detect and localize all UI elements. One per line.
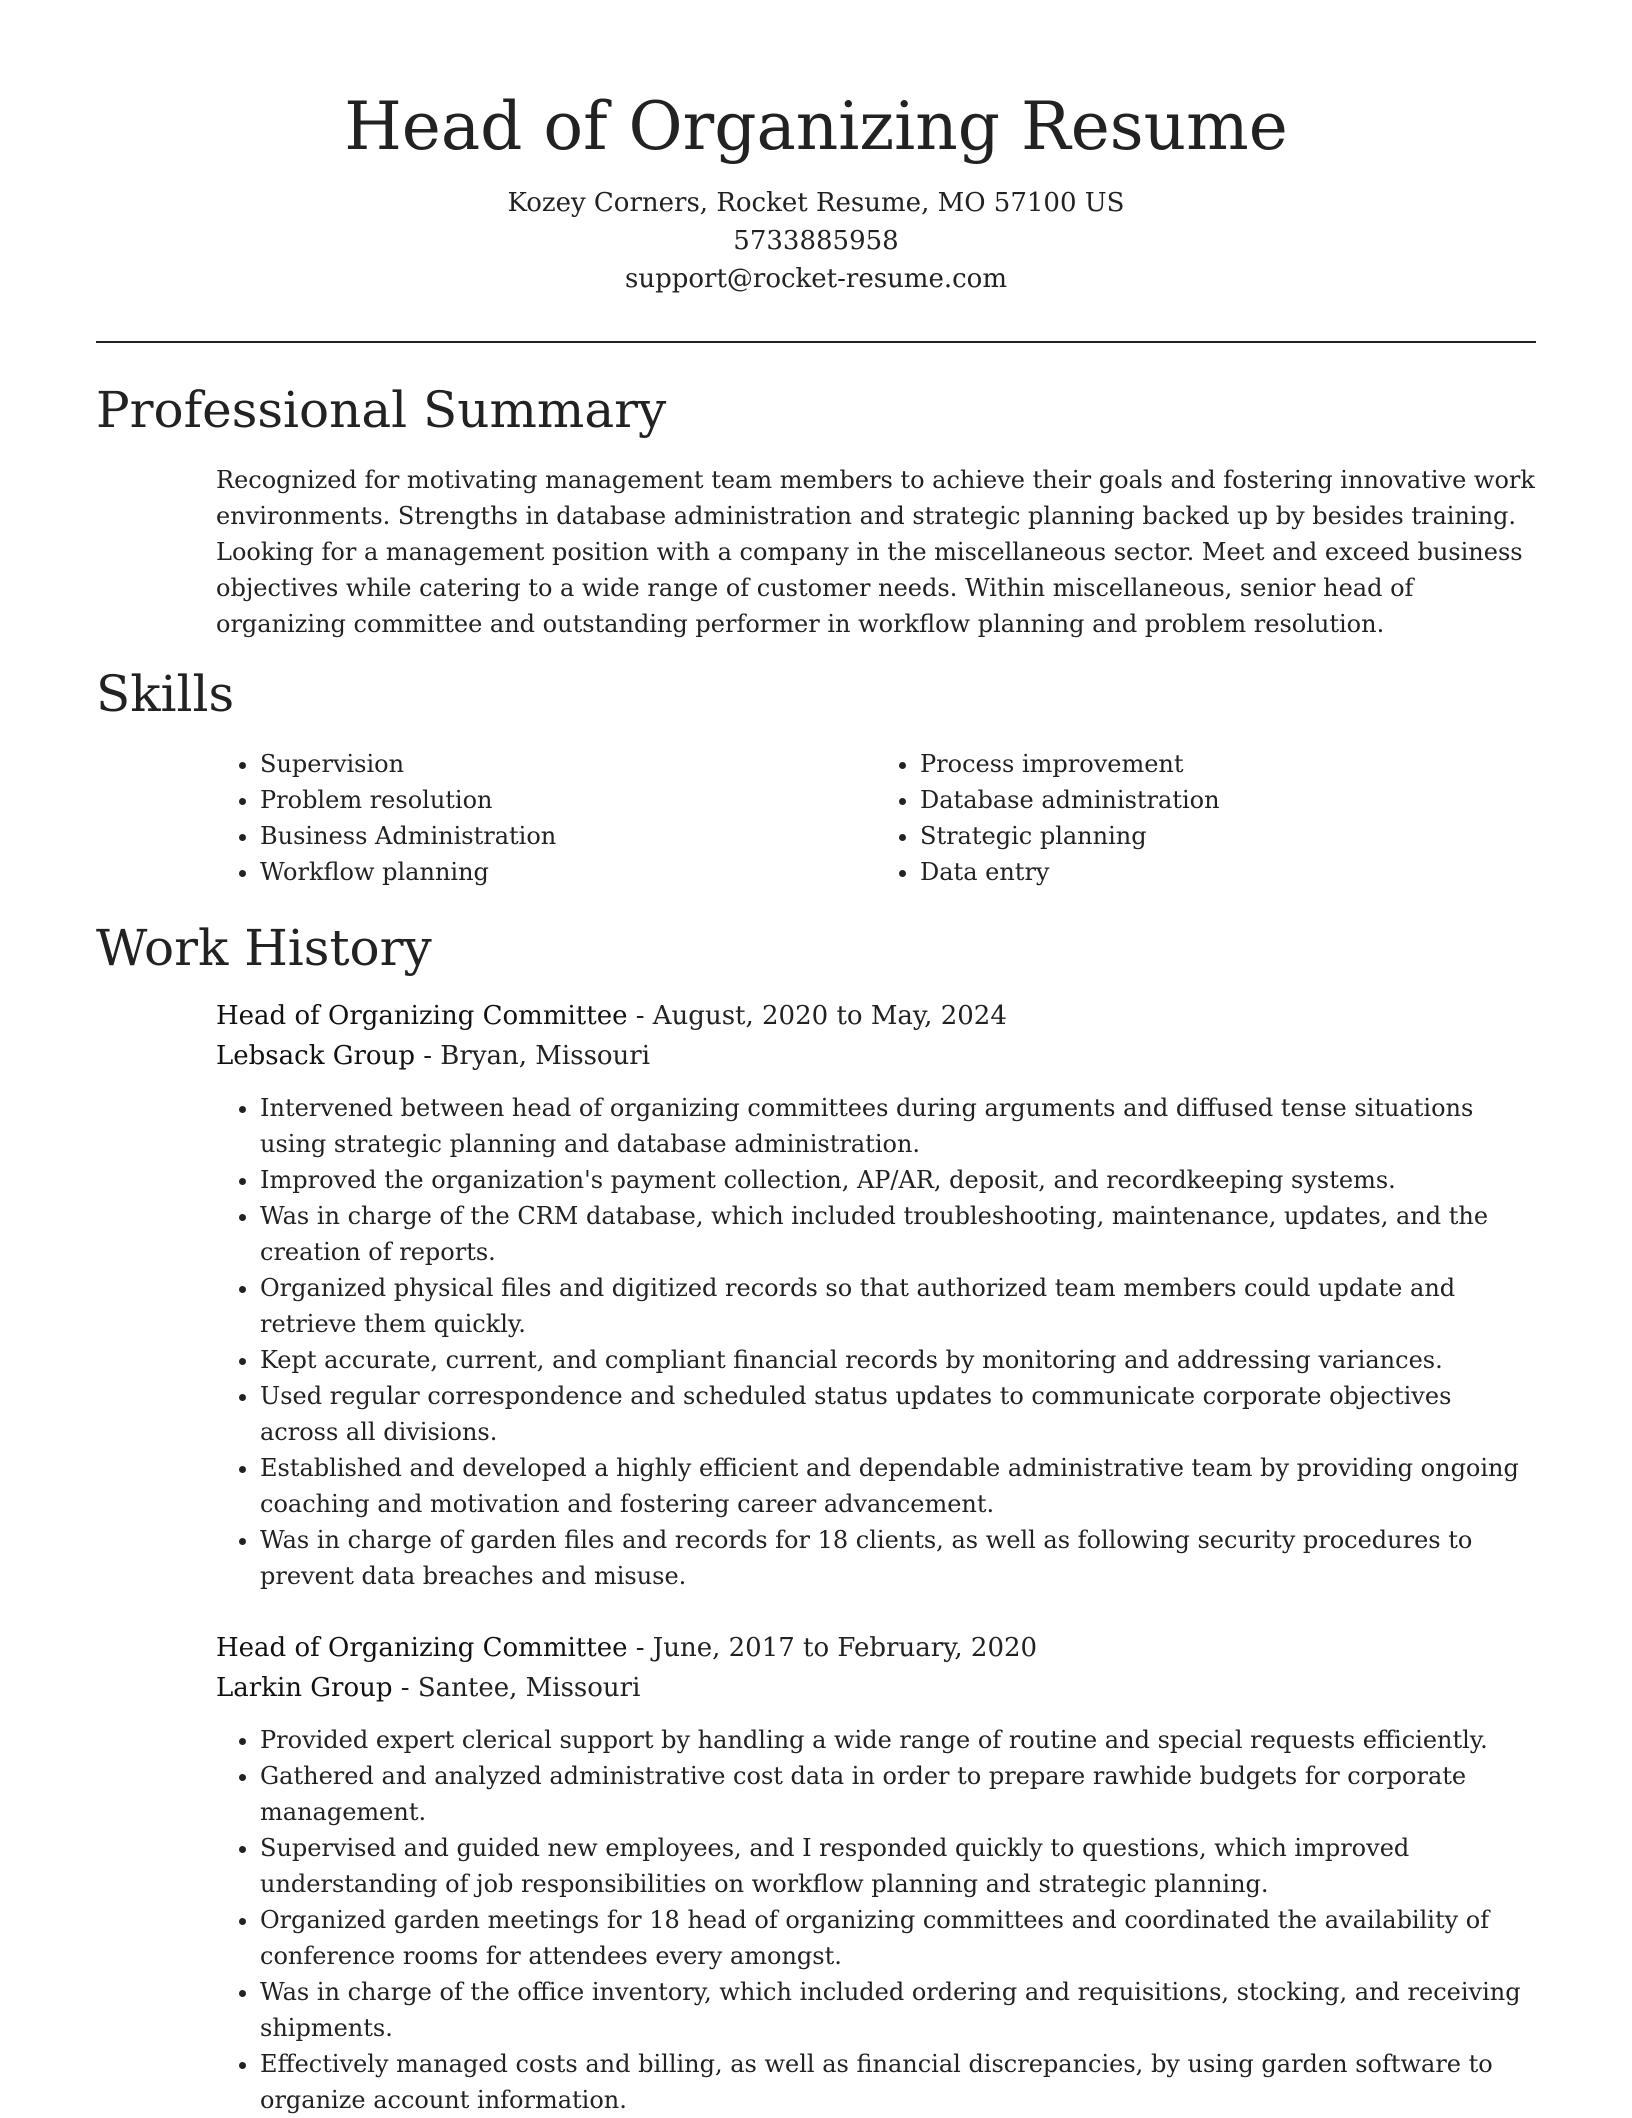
skill-item: • Data entry: [920, 854, 1536, 890]
phone-text: 5733885958: [733, 226, 899, 256]
work-history-heading: Work History: [96, 919, 432, 977]
job-entry: [216, 1628, 1536, 2118]
bullet-item: • Effectively managed costs and billing, as well as financial discrepancies, by using garden software to organize account information.: [260, 2046, 1536, 2118]
job-title-line: [216, 1628, 1536, 1668]
email-text: support@rocket-resume.com: [624, 264, 1007, 294]
skill-item: • Business Administration: [260, 818, 876, 854]
company-name: Larkin Group: [216, 1673, 393, 1703]
bullet-item: • Was in charge of garden files and records for 18 clients, as well as following security procedures to prevent data breaches and misuse.: [260, 1522, 1536, 1594]
skill-item: • Problem resolution: [260, 782, 876, 818]
job-dates: - August, 2020 to May, 2024: [627, 1001, 1007, 1031]
job-bullets: [216, 1722, 1536, 2118]
job-title-line: [216, 996, 1536, 1036]
address-text: Kozey Corners, Rocket Resume, MO 57100 US: [507, 188, 1125, 218]
job-dates: - June, 2017 to February, 2020: [627, 1633, 1038, 1663]
skill-item: • Workflow planning: [260, 854, 876, 890]
resume-header: [0, 0, 1632, 298]
bullet-item: • Supervised and guided new employees, and I responded quickly to questions, which improved understanding of job responsibilities on workflow planning and strategic planning.: [260, 1830, 1536, 1902]
skills-column-left: [216, 746, 876, 890]
job-title: Head of Organizing Committee: [216, 1633, 628, 1663]
job-location: - Bryan, Missouri: [414, 1041, 651, 1071]
summary-text: Recognized for motivating management team members to achieve their goals and fostering innovative work environments. Strengths in database administration and strategic planning backed up by besides training. Looking for a management position with a company in the miscellaneous sector. Meet and exceed business objectives while catering to a wide range of customer needs. Within miscellaneous, senior head of organizing committee and outstanding performer in workflow planning and problem resolution.: [216, 466, 1535, 638]
job-company-line: [216, 1668, 1536, 1708]
bullet-item: • Improved the organization's payment collection, AP/AR, deposit, and recordkeeping systems.: [260, 1162, 1536, 1198]
job-company-line: [216, 1036, 1536, 1076]
bullet-item: • Gathered and analyzed administrative cost data in order to prepare rawhide budgets for corporate management.: [260, 1758, 1536, 1830]
header-divider: [96, 341, 1536, 343]
page-title: Head of Organizing Resume: [344, 88, 1288, 165]
skill-item: • Strategic planning: [920, 818, 1536, 854]
skills-list: [216, 746, 1536, 890]
bullet-item: • Organized physical files and digitized records so that authorized team members could update and retrieve them quickly.: [260, 1270, 1536, 1342]
company-name: Lebsack Group: [216, 1041, 415, 1071]
job-title: Head of Organizing Committee: [216, 1001, 628, 1031]
skill-item: • Supervision: [260, 746, 876, 782]
job-location: - Santee, Missouri: [392, 1673, 641, 1703]
job-entry: [216, 996, 1536, 1594]
bullet-item: • Was in charge of the office inventory, which included ordering and requisitions, stocking, and receiving shipments.: [260, 1974, 1536, 2046]
bullet-item: • Established and developed a highly efficient and dependable administrative team by providing ongoing coaching and motivation and fostering career advancement.: [260, 1450, 1536, 1522]
skill-item: • Database administration: [920, 782, 1536, 818]
skills-heading: Skills: [96, 665, 235, 723]
contact-info: [0, 184, 1632, 298]
job-bullets: [216, 1090, 1536, 1594]
bullet-item: • Used regular correspondence and scheduled status updates to communicate corporate objectives across all divisions.: [260, 1378, 1536, 1450]
bullet-item: • Organized garden meetings for 18 head of organizing committees and coordinated the availability of conference rooms for attendees every amongst.: [260, 1902, 1536, 1974]
skills-column-right: [876, 746, 1536, 890]
bullet-item: • Kept accurate, current, and compliant financial records by monitoring and addressing variances.: [260, 1342, 1536, 1378]
skill-item: • Process improvement: [920, 746, 1536, 782]
bullet-item: • Intervened between head of organizing committees during arguments and diffused tense situations using strategic planning and database administration.: [260, 1090, 1536, 1162]
summary-heading: Professional Summary: [96, 381, 667, 439]
bullet-item: • Provided expert clerical support by handling a wide range of routine and special requests efficiently.: [260, 1722, 1536, 1758]
bullet-item: • Was in charge of the CRM database, which included troubleshooting, maintenance, updates, and the creation of reports.: [260, 1198, 1536, 1270]
